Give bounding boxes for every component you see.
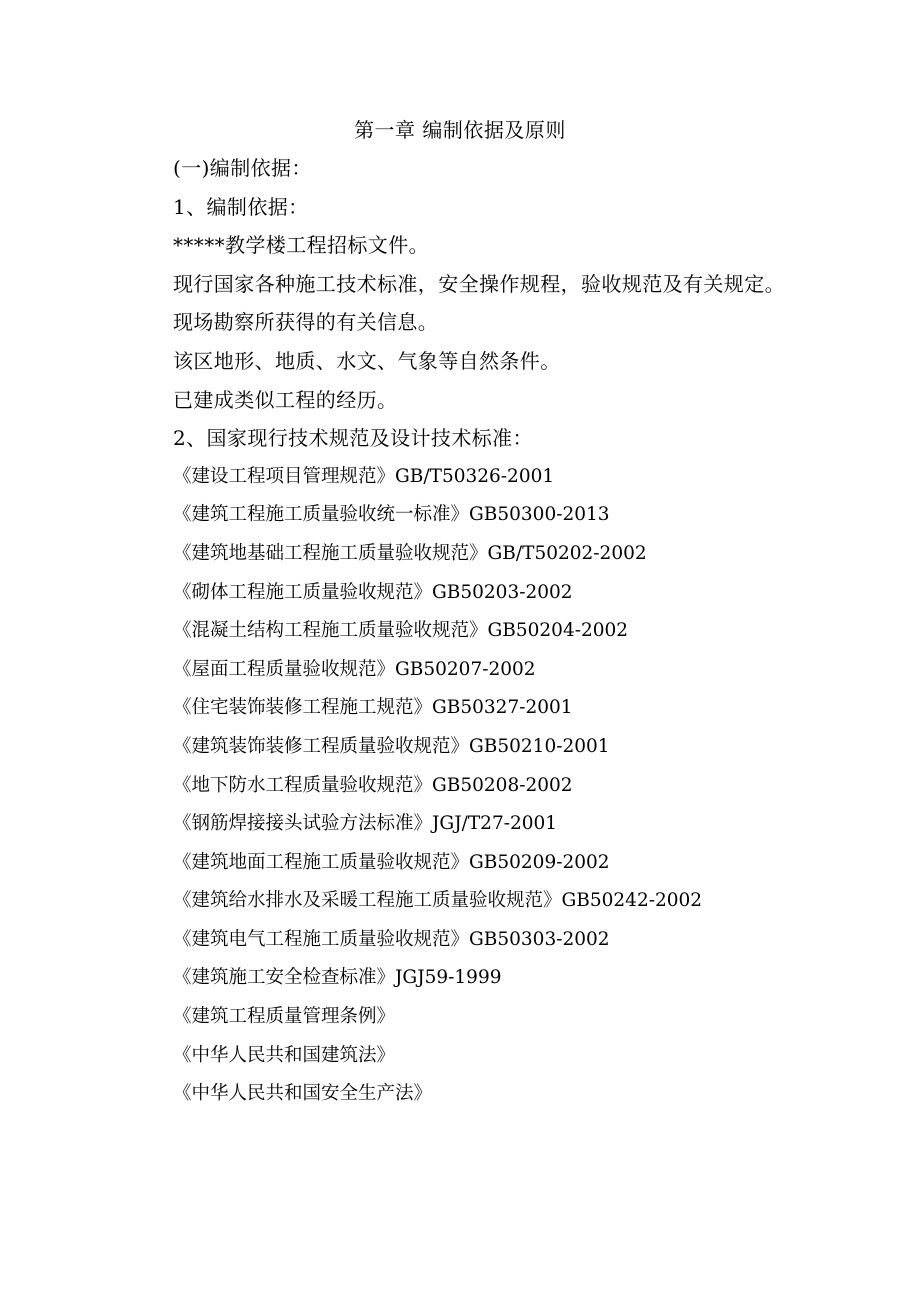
standard-item: 《钢筋焊接接头试验方法标准》JGJ/T27-2001 — [173, 813, 558, 835]
standard-item: 《建筑电气工程施工质量验收规范》GB50303-2002 — [173, 928, 610, 950]
subsection-2-heading: 2、国家现行技术规范及设计技术标准： — [173, 426, 533, 451]
standard-item: 《建设工程项目管理规范》GB/T50326-2001 — [173, 465, 555, 487]
chapter-title: 第一章 编制依据及原则 — [354, 118, 566, 142]
standard-item: 《建筑地基础工程施工质量验收规范》GB/T50202-2002 — [173, 542, 647, 564]
basis-item: 现场勘察所获得的有关信息。 — [173, 310, 439, 335]
standard-item: 《住宅装饰装修工程施工规范》GB50327-2001 — [173, 697, 573, 719]
standard-item: 《建筑工程质量管理条例》 — [173, 1006, 396, 1028]
standard-item: 《中华人民共和国安全生产法》 — [173, 1083, 433, 1105]
standard-item: 《屋面工程质量验收规范》GB50207-2002 — [173, 658, 536, 680]
standard-item: 《建筑装饰装修工程质量验收规范》GB50210-2001 — [173, 735, 610, 757]
standard-item: 《混凝土结构工程施工质量验收规范》GB50204-2002 — [173, 620, 629, 642]
standard-item: 《建筑给水排水及采暖工程施工质量验收规范》GB50242-2002 — [173, 890, 703, 912]
standard-item: 《中华人民共和国建筑法》 — [173, 1044, 396, 1066]
basis-item: 该区地形、地质、水文、气象等自然条件。 — [173, 348, 561, 373]
subsection-1-heading: 1、编制依据： — [173, 194, 309, 219]
standard-item: 《建筑地面工程施工质量验收规范》GB50209-2002 — [173, 851, 610, 873]
standard-item: 《砌体工程施工质量验收规范》GB50203-2002 — [173, 581, 573, 603]
basis-item: 现行国家各种施工技术标准，安全操作规程，验收规范及有关规定。 — [173, 271, 785, 296]
standard-item: 《建筑施工安全检查标准》JGJ59-1999 — [173, 967, 502, 989]
basis-item: *****教学楼工程招标文件。 — [173, 233, 429, 258]
section-heading: (一)编制依据： — [173, 156, 312, 180]
standard-item: 《地下防水工程质量验收规范》GB50208-2002 — [173, 774, 573, 796]
basis-item: 已建成类似工程的经历。 — [173, 387, 398, 412]
document-body — [173, 149, 893, 1114]
standard-item: 《建筑工程施工质量验收统一标准》GB50300-2013 — [173, 504, 610, 526]
